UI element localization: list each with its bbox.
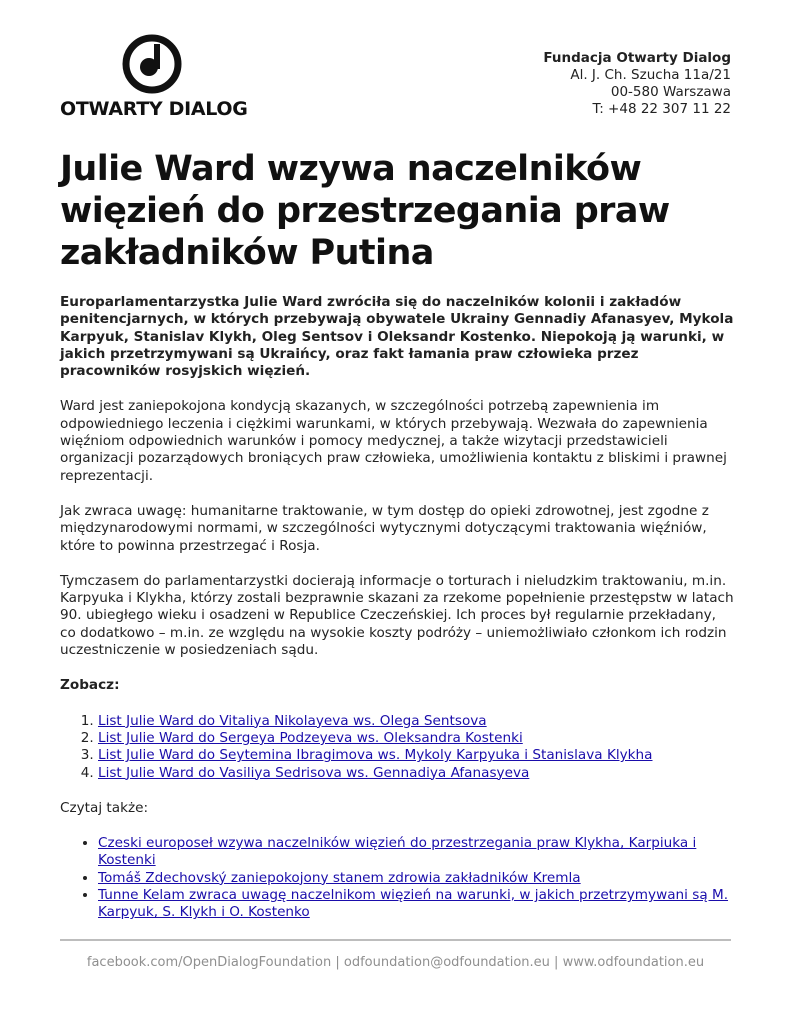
read-also-label: Czytaj także: bbox=[60, 799, 149, 816]
see-also-link[interactable]: List Julie Ward do Vasiliya Sedrisova ws. Gennadiya Afanasyeva bbox=[98, 764, 530, 781]
footer-contact: facebook.com/OpenDialogFoundation | odfoundation@odfoundation.eu | www.odfoundation.eu bbox=[86, 955, 705, 970]
organization-info bbox=[543, 50, 731, 118]
read-also-link[interactable]: Czeski europoseł wzywa naczelników więzień do przestrzegania praw Klykha, Karpiuka i Kostenki bbox=[98, 835, 697, 869]
page-title: Julie Ward wzywa naczelników więzień do przestrzegania praw zakładników Putina bbox=[60, 149, 670, 273]
see-also-link[interactable]: List Julie Ward do Seytemina Ibragimova ws. Mykoly Karpyuka i Stanislava Klykha bbox=[98, 747, 653, 764]
organization-name: Fundacja Otwarty Dialog bbox=[543, 50, 731, 66]
list-item bbox=[98, 870, 736, 887]
read-also-link[interactable]: Tunne Kelam zwraca uwagę naczelnikom więzień na warunki, w jakich przetrzymywani są M. Karpyuk, S. Klykh i O. Kostenko bbox=[98, 887, 729, 921]
list-item bbox=[98, 747, 736, 764]
list-item bbox=[98, 730, 736, 747]
article-body bbox=[60, 294, 736, 940]
lead-paragraph: Europarlamentarzystka Julie Ward zwróciła się do naczelników kolonii i zakładów penitencjarnych, w których przebywają obywatele Ukrainy Gennadiy Afanasyev, Mykola Karpyuk, Stanislav Klykh, Oleg Sentsov i Oleksandr Kostenko. Niepokoją ją warunki, w jakich przetrzymywani są Ukraińcy, oraz fakt łamania praw człowieka przez pracowników rosyjskich więzień. bbox=[60, 294, 734, 380]
list-item bbox=[98, 713, 736, 730]
see-also-list bbox=[60, 713, 736, 782]
footer-divider bbox=[60, 939, 731, 941]
organization-city: 00-580 Warszawa bbox=[610, 84, 731, 100]
see-also-link[interactable]: List Julie Ward do Vitaliya Nikolayeva ws. Olega Sentsova bbox=[98, 712, 487, 729]
organization-phone: T: +48 22 307 11 22 bbox=[592, 101, 731, 117]
paragraph: Ward jest zaniepokojona kondycją skazanych, w szczególności potrzebą zapewnienia im odpowiedniego leczenia i ciężkimi warunkami, w których przebywają. Wezwała do zapewnienia więźniom odpowiednich warunków i pomocy medycznej, a także wizytacji przedstawicieli organizacji pozarządowych broniących praw człowieka, umożliwienia kontaktu z bliskimi i prawnej reprezentacji. bbox=[60, 398, 727, 484]
logo bbox=[60, 34, 250, 124]
read-also-link[interactable]: Tomáš Zdechovský zaniepokojony stanem zdrowia zakładników Kremla bbox=[98, 869, 581, 886]
logo-mark-icon bbox=[122, 34, 182, 94]
organization-address: Al. J. Ch. Szucha 11a/21 bbox=[570, 67, 731, 83]
logo-wordmark: OTWARTY DIALOG bbox=[60, 98, 248, 120]
list-item bbox=[98, 765, 736, 782]
read-also-list bbox=[60, 835, 736, 921]
paragraph: Tymczasem do parlamentarzystki docierają informacje o torturach i nieludzkim traktowaniu, m.in. Karpyuka i Klykha, którzy zostali bezprawnie skazani za rzekome popełnienie przestępstw w latach 90. ubiegłego wieku i osadzeni w Republice Czeczeńskiej. Ich proces był regularnie przekładany, co dodatkowo – m.in. ze względu na wysokie koszty podróży – uniemożliwiało członkom ich rodzin uczestniczenie w posiedzeniach sądu. bbox=[60, 572, 734, 659]
see-also-label: Zobacz: bbox=[60, 677, 120, 694]
see-also-link[interactable]: List Julie Ward do Sergeya Podzeyeva ws. Oleksandra Kostenki bbox=[98, 729, 523, 746]
list-item bbox=[98, 887, 736, 922]
list-item bbox=[98, 835, 736, 870]
paragraph: Jak zwraca uwagę: humanitarne traktowanie, w tym dostęp do opieki zdrowotnej, jest zgodne z międzynarodowymi normami, w szczególności wytycznymi dotyczącymi traktowania więźniów, które to powinna przestrzegać i Rosja. bbox=[60, 502, 709, 554]
